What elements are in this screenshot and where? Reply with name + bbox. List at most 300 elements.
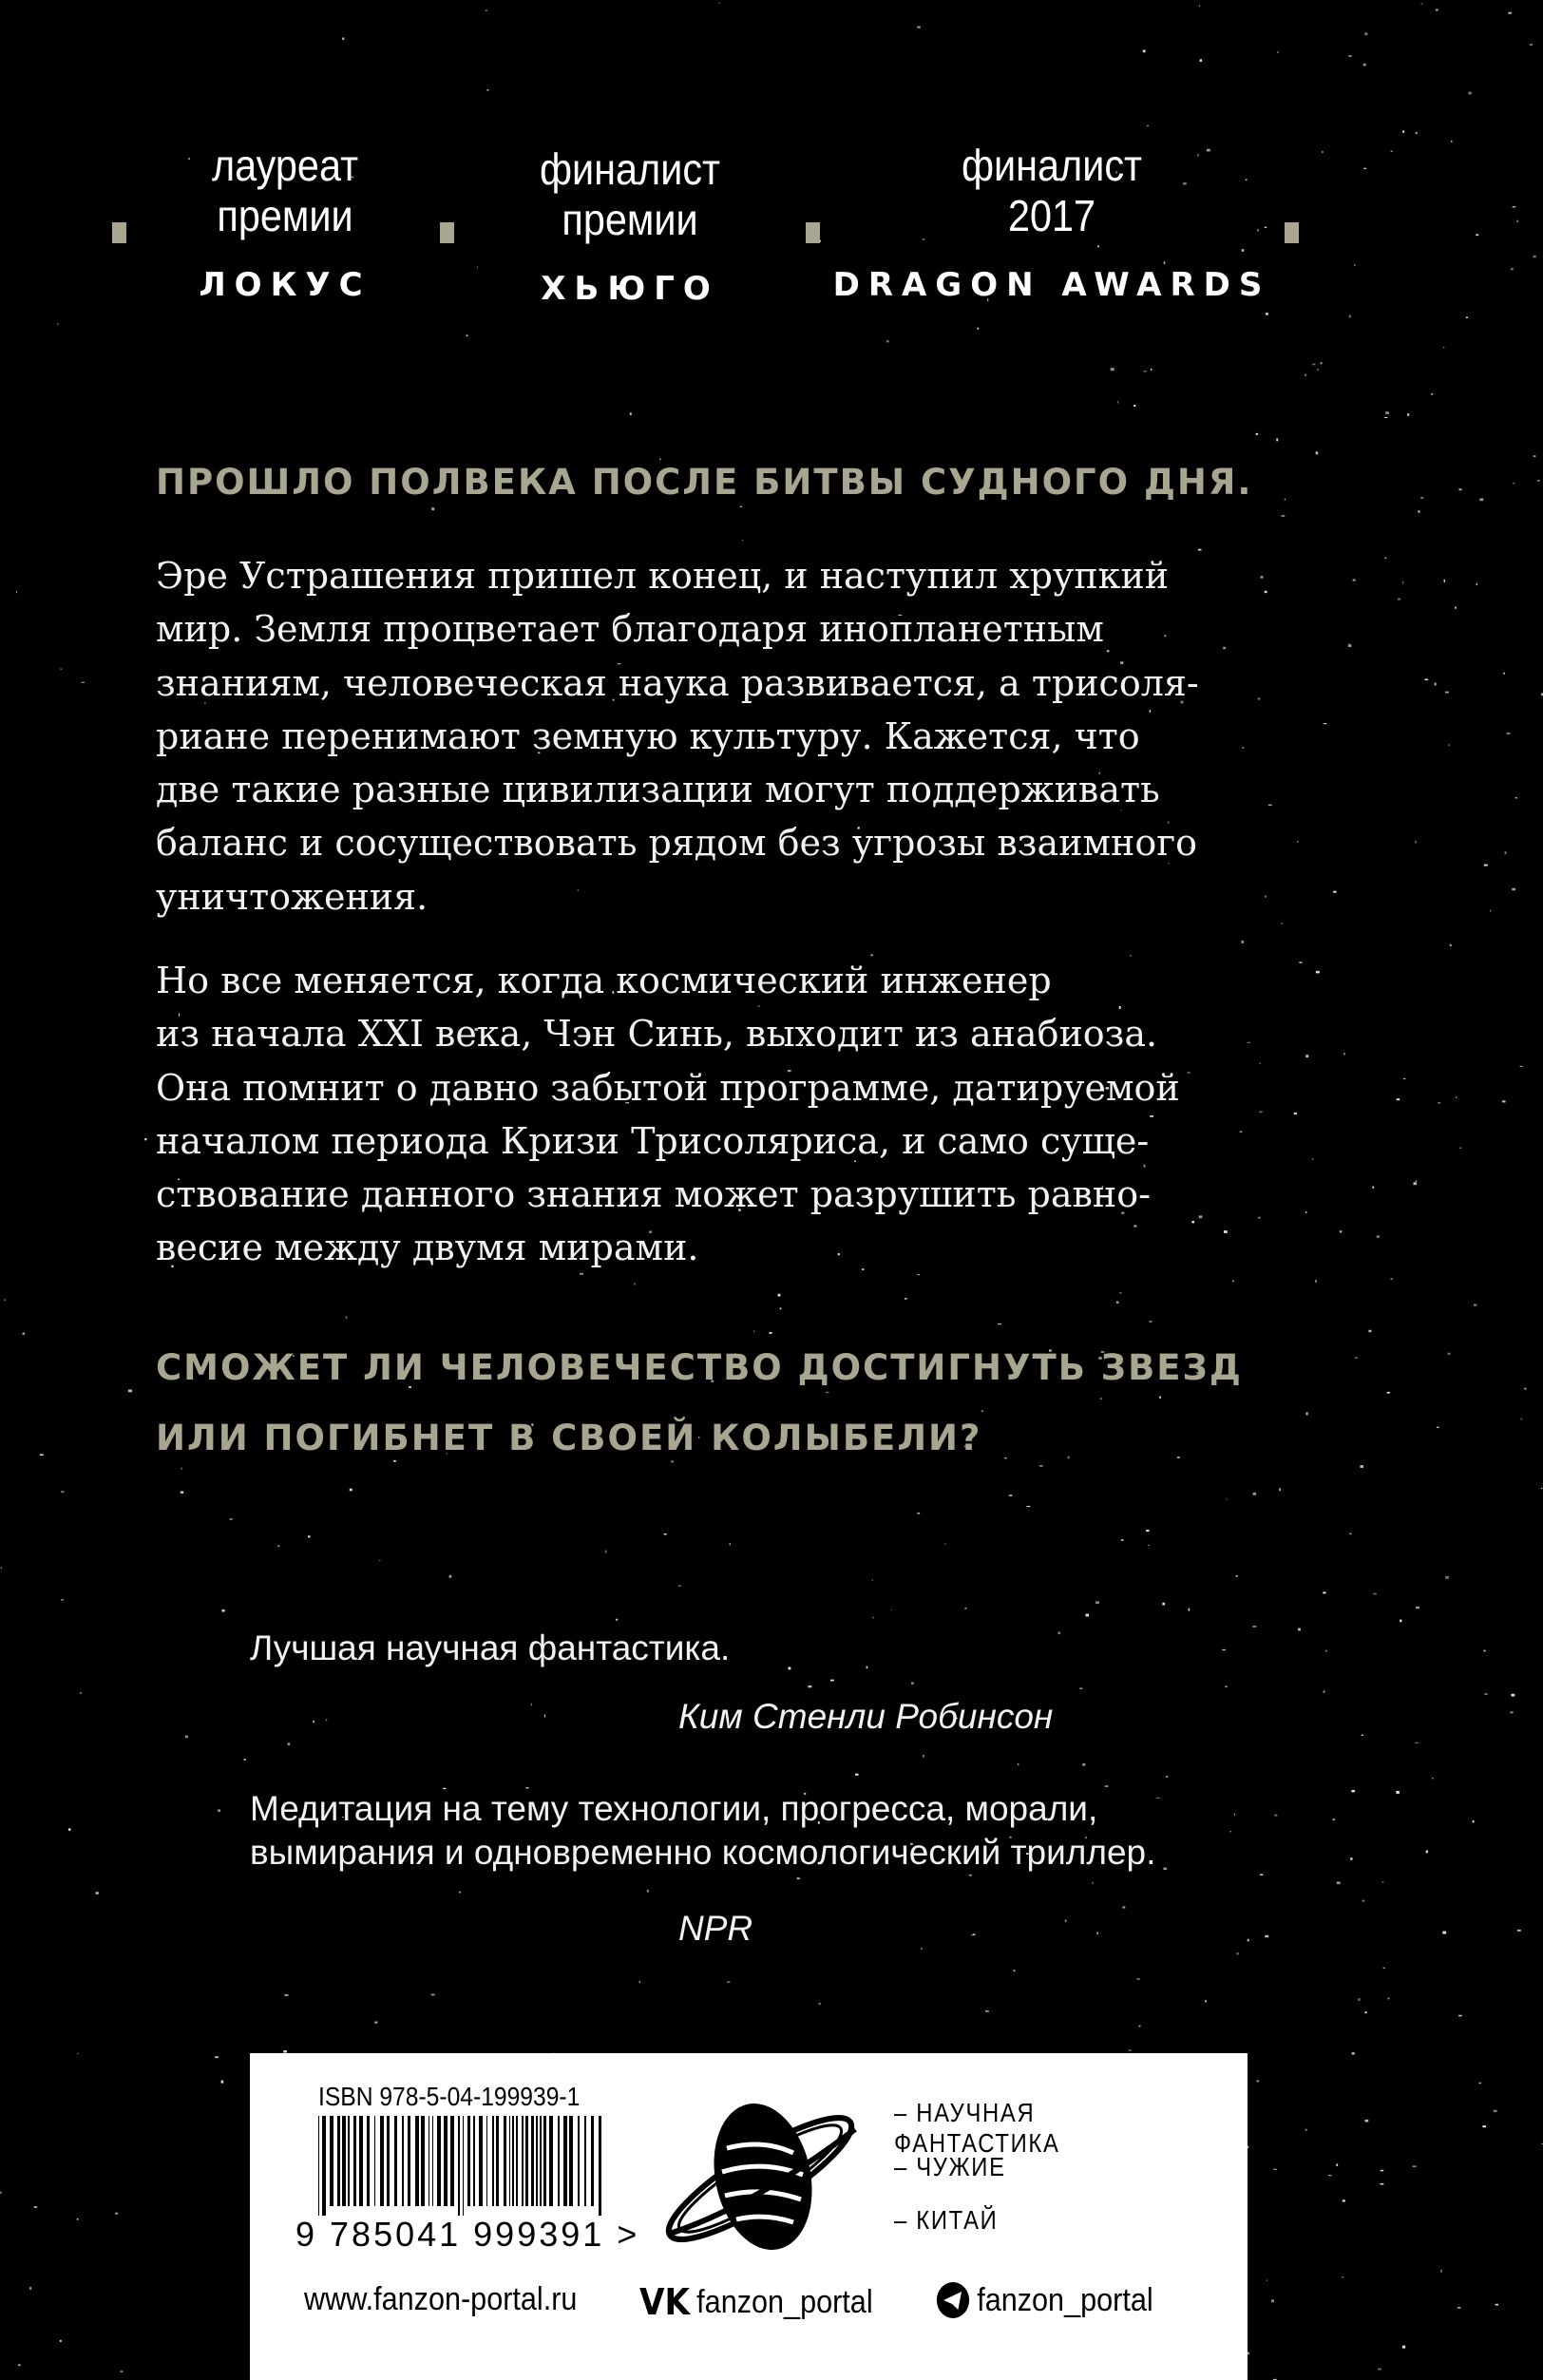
- text-line: риане перенимают земную культуру. Кажется, что: [156, 714, 1140, 757]
- award-line: лауреат: [211, 141, 359, 190]
- star-speck: [1294, 1113, 1297, 1114]
- star-speck: [313, 1721, 314, 1723]
- star-speck: [1148, 1545, 1149, 1546]
- star-speck: [1312, 364, 1315, 366]
- barcode-bar: [536, 2116, 538, 2206]
- barcode-bar: [479, 2116, 483, 2206]
- barcode-bar: [584, 2116, 586, 2206]
- barcode-bar: [599, 2116, 601, 2216]
- telegram-handle[interactable]: fanzon_portal: [977, 2281, 1153, 2318]
- star-speck: [1163, 1868, 1167, 1870]
- star-speck: [1285, 499, 1286, 501]
- barcode-bar: [578, 2116, 580, 2206]
- star-speck: [1146, 1530, 1149, 1532]
- star-speck: [288, 1742, 290, 1745]
- star-speck: [1095, 1601, 1099, 1603]
- star-speck: [1325, 1650, 1326, 1652]
- star-speck: [1385, 558, 1387, 560]
- star-speck: [1189, 1609, 1190, 1611]
- star-speck: [639, 1981, 640, 1983]
- star-speck: [1511, 268, 1514, 270]
- text-line: Но все меняется, когда космический инженер: [156, 960, 1052, 1001]
- award-name: DRAGON AWARDS: [832, 266, 1271, 304]
- star-speck: [1484, 1693, 1487, 1694]
- star-speck: [1432, 1778, 1434, 1779]
- star-speck: [1511, 1694, 1514, 1697]
- star-speck: [1200, 59, 1202, 62]
- award-name: ЛОКУС: [199, 266, 371, 304]
- barcode-bar: [348, 2116, 350, 2206]
- star-speck: [1260, 576, 1263, 578]
- star-speck: [1413, 2166, 1417, 2167]
- star-speck: [1242, 747, 1244, 749]
- star-speck: [1137, 1978, 1140, 1980]
- star-speck: [1352, 2052, 1355, 2054]
- text-line: знаниям, человеческая наука развивается, а трисоля-: [156, 661, 1199, 704]
- star-speck: [1305, 1211, 1307, 1213]
- star-speck: [1473, 1820, 1475, 1822]
- star-speck: [1225, 1686, 1227, 1687]
- telegram-link[interactable]: [936, 2281, 1153, 2319]
- star-speck: [1533, 256, 1536, 258]
- star-speck: [1384, 417, 1387, 418]
- star-speck: [1507, 733, 1511, 734]
- star-speck: [1513, 483, 1514, 484]
- award-line: финалист: [539, 144, 721, 194]
- star-speck: [1363, 168, 1366, 169]
- star-speck: [144, 1138, 146, 1140]
- star-speck: [1337, 1881, 1341, 1884]
- paragraph-2: [156, 954, 1180, 1275]
- star-speck: [1449, 744, 1450, 746]
- website-text[interactable]: www.fanzon-portal.ru: [304, 2281, 578, 2317]
- barcode-bar: [569, 2116, 573, 2206]
- star-speck: [82, 682, 86, 683]
- star-speck: [1443, 347, 1445, 348]
- star-speck: [905, 1298, 907, 1300]
- star-speck: [1398, 599, 1400, 600]
- star-speck: [1111, 368, 1114, 371]
- star-speck: [185, 1736, 188, 1738]
- star-speck: [923, 1755, 924, 1758]
- star-speck: [778, 1294, 781, 1297]
- star-speck: [1494, 2110, 1497, 2112]
- star-speck: [1388, 1998, 1390, 2000]
- barcode-bar: [496, 2116, 499, 2206]
- star-speck: [855, 1774, 859, 1776]
- barcode-bar: [492, 2116, 494, 2206]
- star-speck: [1316, 451, 1319, 454]
- quote-text: Лучшая научная фантастика.: [250, 1628, 731, 1667]
- star-speck: [1240, 1131, 1243, 1132]
- award-dragon: [814, 141, 1289, 304]
- star-speck: [1266, 313, 1268, 315]
- text-line: уничтожения.: [156, 875, 429, 918]
- star-speck: [96, 1892, 99, 1894]
- star-speck: [1332, 1818, 1335, 1819]
- star-speck: [1199, 5, 1200, 6]
- star-speck: [998, 1323, 1001, 1324]
- star-speck: [1415, 1742, 1419, 1743]
- star-speck: [965, 1608, 967, 1609]
- barcode-digits: 9 785041 999391 >: [295, 2215, 640, 2254]
- star-speck: [1199, 1215, 1203, 1218]
- star-speck: [1396, 1791, 1400, 1794]
- star-speck: [1364, 32, 1367, 35]
- star-speck: [1438, 1102, 1440, 1103]
- star-speck: [1478, 2083, 1481, 2084]
- star-speck: [1482, 2125, 1486, 2127]
- star-speck: [1316, 971, 1320, 973]
- star-speck: [1503, 673, 1505, 675]
- star-speck: [1026, 1506, 1030, 1507]
- barcode-bar: [342, 2116, 346, 2206]
- star-speck: [1317, 369, 1319, 371]
- star-speck: [1328, 2175, 1332, 2176]
- barcode-bar: [512, 2116, 514, 2206]
- star-speck: [29, 2287, 31, 2290]
- star-speck: [1333, 891, 1336, 893]
- award-line: премии: [217, 191, 353, 240]
- barcode: [318, 2116, 603, 2216]
- quote-author: NPR: [678, 1909, 753, 1948]
- star-speck: [1119, 1292, 1121, 1294]
- barcode-bar: [467, 2116, 470, 2206]
- star-speck: [1340, 1230, 1342, 1232]
- barcode-bar: [504, 2116, 506, 2206]
- star-speck: [1162, 1603, 1165, 1606]
- star-speck: [1444, 580, 1445, 582]
- isbn: ISBN 978-5-04-199939-1: [318, 2082, 581, 2111]
- star-speck: [1138, 2026, 1140, 2028]
- star-speck: [977, 328, 979, 330]
- star-speck: [808, 1685, 811, 1687]
- star-speck: [531, 1704, 532, 1706]
- star-speck: [308, 1535, 310, 1537]
- star-speck: [1121, 1539, 1124, 1541]
- star-speck: [819, 2003, 821, 2005]
- star-speck: [1299, 962, 1302, 963]
- star-speck: [1248, 1939, 1249, 1942]
- star-speck: [379, 1560, 380, 1561]
- star-speck: [449, 1575, 452, 1578]
- star-speck: [1513, 206, 1515, 207]
- barcode-bar: [591, 2116, 594, 2206]
- star-speck: [1418, 510, 1419, 513]
- star-speck: [1348, 644, 1351, 647]
- barcode-bar: [473, 2116, 475, 2206]
- star-speck: [18, 2364, 21, 2366]
- star-speck: [1431, 393, 1433, 395]
- star-speck: [1455, 606, 1457, 608]
- barcode-bar: [322, 2116, 326, 2216]
- star-speck: [1224, 1230, 1228, 1233]
- star-speck: [326, 1719, 328, 1721]
- star-speck: [917, 27, 921, 29]
- star-speck: [1362, 1735, 1363, 1736]
- star-speck: [1305, 2129, 1307, 2131]
- star-speck: [830, 1680, 834, 1682]
- star-speck: [1085, 1614, 1089, 1617]
- star-speck: [1495, 2304, 1498, 2306]
- barcode-bar: [486, 2116, 487, 2206]
- star-speck: [1151, 369, 1152, 371]
- star-speck: [1415, 841, 1417, 843]
- star-speck: [664, 1533, 667, 1534]
- star-speck: [1442, 1932, 1446, 1934]
- barcode-bar: [509, 2116, 510, 2206]
- barcode-bar: [525, 2116, 528, 2206]
- star-speck: [218, 1809, 220, 1812]
- star-speck: [1365, 2120, 1369, 2123]
- award-line: финалист: [961, 141, 1143, 190]
- star-speck: [634, 1283, 635, 1285]
- vk-icon: VK: [639, 2281, 690, 2323]
- star-speck: [1256, 433, 1258, 435]
- telegram-icon: [936, 2281, 970, 2319]
- barcode-bar: [516, 2116, 518, 2206]
- quote-author: Ким Стенли Робинсон: [678, 1697, 1054, 1736]
- barcode-bar: [415, 2116, 419, 2206]
- star-speck: [1416, 1607, 1419, 1609]
- star-speck: [1236, 1952, 1238, 1954]
- star-speck: [1524, 1388, 1526, 1390]
- star-speck: [1350, 1857, 1353, 1860]
- star-speck: [1484, 865, 1488, 866]
- star-speck: [1466, 316, 1468, 318]
- star-speck: [487, 89, 489, 91]
- star-speck: [1476, 583, 1477, 585]
- star-speck: [1187, 1072, 1190, 1073]
- star-speck: [1236, 1575, 1238, 1577]
- star-speck: [1421, 3, 1423, 4]
- star-speck: [647, 1890, 649, 1893]
- star-speck: [1129, 2049, 1132, 2050]
- star-speck: [115, 2213, 118, 2215]
- vk-handle[interactable]: fanzon_portal: [696, 2283, 873, 2320]
- star-speck: [1147, 125, 1149, 126]
- star-speck: [917, 1513, 920, 1514]
- barcode-bar: [549, 2116, 553, 2206]
- star-speck: [1451, 141, 1452, 143]
- star-speck: [1342, 2276, 1343, 2277]
- quote-text: вымирания и одновременно космологический триллер.: [250, 1833, 1156, 1872]
- star-speck: [742, 540, 743, 541]
- star-speck: [1191, 1221, 1194, 1223]
- star-speck: [1116, 1301, 1119, 1304]
- star-speck: [23, 1333, 26, 1335]
- star-speck: [467, 334, 468, 336]
- star-speck: [1232, 1281, 1233, 1282]
- star-speck: [886, 340, 889, 342]
- star-speck: [1445, 692, 1449, 694]
- quote-2: [250, 1787, 1155, 1875]
- star-speck: [1391, 151, 1393, 152]
- star-speck: [1349, 1533, 1351, 1534]
- star-speck: [1258, 697, 1260, 699]
- star-speck: [789, 1666, 791, 1669]
- barcode-bar: [522, 2116, 524, 2206]
- star-speck: [1353, 580, 1356, 581]
- star-speck: [1320, 362, 1322, 364]
- star-speck: [1457, 2307, 1461, 2308]
- star-speck: [222, 1609, 225, 1611]
- barcode-bar: [458, 2116, 460, 2216]
- star-speck: [80, 1692, 82, 1694]
- star-speck: [1281, 515, 1285, 517]
- star-speck: [1065, 1920, 1067, 1922]
- barcode-bar: [563, 2116, 567, 2206]
- star-speck: [1277, 51, 1279, 53]
- star-speck: [1323, 1592, 1326, 1594]
- star-speck: [459, 1892, 461, 1894]
- star-speck: [1362, 1900, 1365, 1902]
- star-speck: [1166, 1776, 1168, 1777]
- star-speck: [1143, 50, 1146, 53]
- barcode-bar: [394, 2116, 397, 2206]
- star-speck: [1383, 1968, 1385, 1969]
- star-speck: [1230, 1831, 1231, 1832]
- genre-tag: – ЧУЖИЕ: [894, 2152, 1006, 2181]
- star-speck: [1437, 1427, 1438, 1428]
- star-speck: [1009, 1495, 1013, 1496]
- star-speck: [1097, 1932, 1098, 1934]
- star-speck: [1407, 413, 1409, 416]
- star-speck: [630, 412, 632, 414]
- star-speck: [1484, 1650, 1486, 1652]
- star-speck: [1468, 92, 1472, 95]
- star-speck: [350, 1489, 352, 1492]
- star-speck: [1123, 1906, 1126, 1908]
- barcode-bar: [380, 2116, 384, 2206]
- star-speck: [243, 1759, 246, 1761]
- star-speck: [605, 1551, 607, 1553]
- star-speck: [1381, 2170, 1383, 2171]
- star-speck: [1248, 1042, 1250, 1043]
- headline-line: ИЛИ ПОГИБНЕТ В СВОЕЙ КОЛЫБЕЛИ?: [156, 1418, 982, 1458]
- star-speck: [1082, 1763, 1085, 1766]
- paragraph-1: [156, 549, 1199, 923]
- star-speck: [1305, 1412, 1307, 1415]
- star-speck: [1298, 1628, 1301, 1631]
- star-speck: [0, 2192, 2, 2194]
- star-speck: [1541, 1488, 1542, 1489]
- award-name: ХЬЮГО: [541, 270, 719, 308]
- star-speck: [1378, 2369, 1381, 2370]
- text-line: началом периода Кризи Трисоляриса, и само суще-: [156, 1119, 1150, 1162]
- star-speck: [1387, 1392, 1390, 1394]
- star-speck: [1502, 1100, 1506, 1102]
- star-speck: [544, 1715, 545, 1718]
- star-speck: [1448, 1353, 1451, 1355]
- star-speck: [1227, 1498, 1228, 1499]
- genre-tag: – НАУЧНАЯ ФАНТАСТИКА: [894, 2098, 1060, 2158]
- barcode-bar: [387, 2116, 390, 2206]
- star-speck: [1521, 1418, 1522, 1420]
- star-speck: [1205, 2000, 1207, 2002]
- star-speck: [921, 1948, 923, 1950]
- star-speck: [1305, 1055, 1308, 1057]
- star-speck: [77, 2218, 79, 2220]
- star-speck: [1324, 723, 1327, 724]
- award-line: 2017: [1007, 191, 1096, 240]
- star-speck: [284, 1994, 288, 1996]
- website-link[interactable]: [304, 2281, 577, 2318]
- star-speck: [1079, 1687, 1082, 1688]
- star-speck: [60, 2340, 62, 2342]
- star-speck: [1402, 2346, 1405, 2349]
- headline-line: СМОЖЕТ ЛИ ЧЕЛОВЕЧЕСТВО ДОСТИГНУТЬ ЗВЕЗД: [156, 1347, 1243, 1388]
- star-speck: [1057, 1631, 1060, 1634]
- star-speck: [1520, 1066, 1523, 1067]
- star-speck: [1252, 1626, 1256, 1628]
- star-speck: [1271, 2299, 1274, 2302]
- barcode-bar: [374, 2116, 375, 2206]
- star-speck: [61, 1599, 63, 1601]
- star-speck: [1414, 1182, 1418, 1185]
- star-speck: [1516, 220, 1518, 222]
- star-speck: [1360, 1465, 1362, 1468]
- star-speck: [1265, 1935, 1268, 1937]
- star-speck: [342, 38, 344, 40]
- star-speck: [1260, 1063, 1261, 1064]
- star-speck: [1265, 591, 1267, 593]
- star-speck: [1368, 1330, 1371, 1332]
- star-speck: [16, 591, 17, 593]
- saturn-icon: [651, 2101, 869, 2257]
- star-speck: [1512, 888, 1515, 891]
- star-speck: [1426, 1851, 1428, 1854]
- star-speck: [1234, 1813, 1235, 1815]
- star-speck: [1517, 1930, 1521, 1932]
- star-speck: [181, 1492, 183, 1494]
- star-speck: [1279, 1488, 1281, 1491]
- text-line: из начала XXI века, Чэн Синь, выходит из анабиоза.: [156, 1013, 1158, 1056]
- star-speck: [1351, 1790, 1355, 1792]
- star-speck: [1355, 1358, 1358, 1359]
- star-speck: [120, 2370, 123, 2371]
- star-speck: [1479, 498, 1483, 501]
- star-speck: [872, 1579, 873, 1581]
- text-line: Эре Устрашения пришел конец, и наступил хрупкий: [156, 555, 1170, 597]
- star-speck: [1223, 647, 1226, 649]
- barcode-bar: [337, 2116, 340, 2206]
- star-speck: [1324, 1690, 1325, 1693]
- star-speck: [1402, 581, 1403, 584]
- star-speck: [1117, 401, 1118, 404]
- barcode-bar: [408, 2116, 410, 2206]
- star-speck: [128, 1389, 132, 1392]
- star-speck: [1403, 1078, 1405, 1079]
- star-speck: [1435, 683, 1437, 686]
- star-speck: [719, 3, 720, 4]
- star-speck: [40, 1454, 44, 1456]
- star-speck: [1377, 1235, 1380, 1238]
- star-speck: [1510, 1711, 1513, 1713]
- vk-link[interactable]: [639, 2281, 873, 2323]
- star-speck: [1420, 497, 1423, 499]
- star-speck: [1253, 1493, 1257, 1495]
- star-speck: [1265, 896, 1266, 898]
- barcode-bar: [540, 2116, 542, 2206]
- barcode-bar: [450, 2116, 454, 2206]
- star-speck: [77, 2053, 79, 2054]
- star-speck: [1459, 1148, 1461, 1149]
- star-speck: [1018, 1763, 1019, 1765]
- star-speck: [1397, 1098, 1400, 1100]
- barcode-bar: [353, 2116, 356, 2206]
- star-speck: [68, 1828, 70, 1831]
